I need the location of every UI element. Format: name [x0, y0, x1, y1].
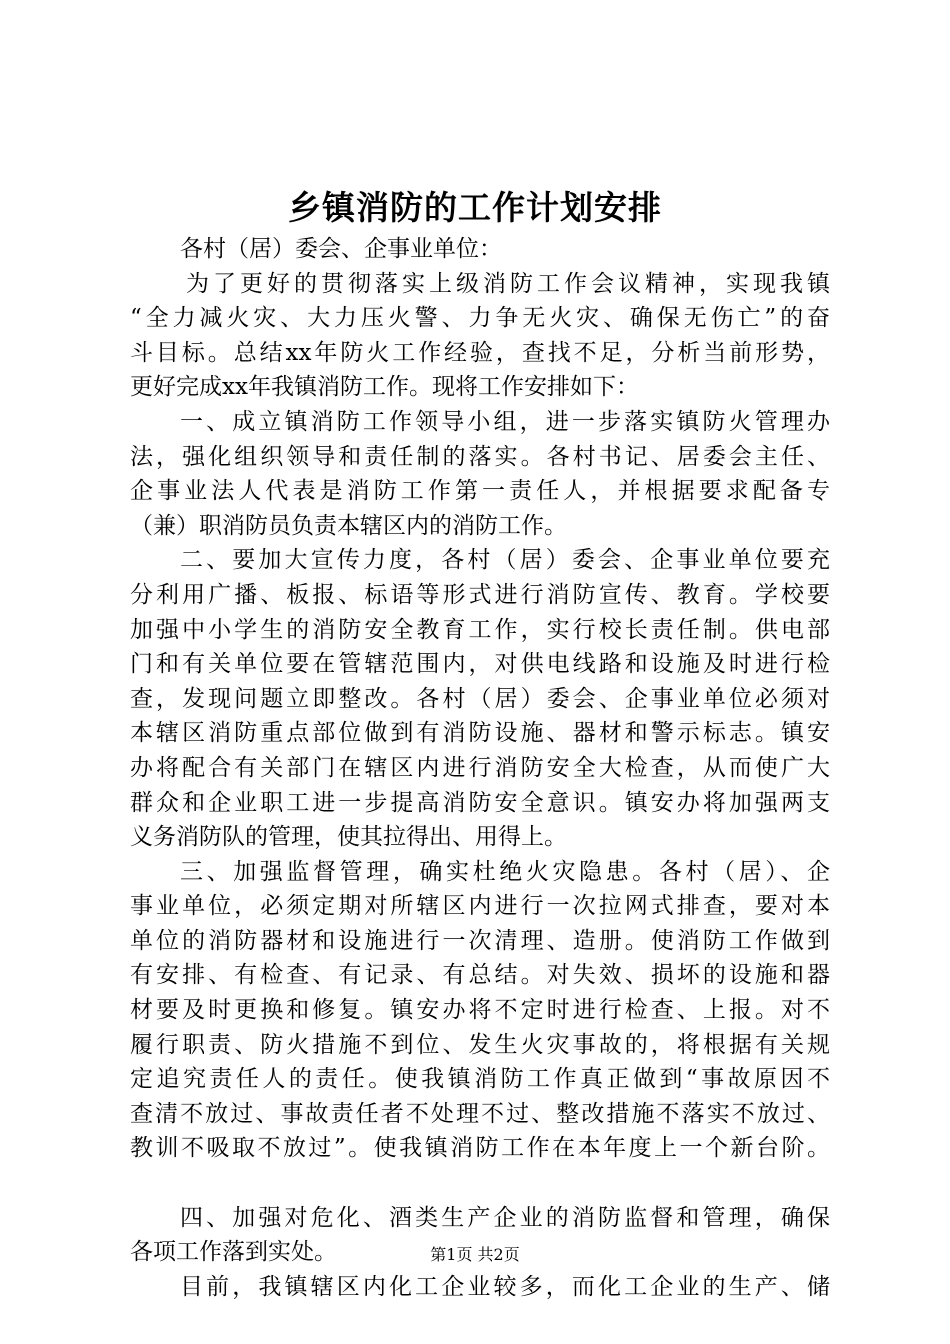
document-title: 乡镇消防的工作计划安排: [288, 188, 662, 227]
body-line: 为了更好的贯彻落实上级消防工作会议精神，实现我镇: [186, 270, 830, 297]
body-line: 目前，我镇辖区内化工企业较多，而化工企业的生产、储: [180, 1273, 830, 1300]
body-line: 斗目标。总结xx年防火工作经验，查找不足，分析当前形势，: [130, 339, 830, 366]
body-line: 本辖区消防重点部位做到有消防设施、器材和警示标志。镇安: [130, 720, 830, 747]
body-line: 有安排、有检查、有记录、有总结。对失效、损坏的设施和器: [130, 962, 830, 989]
blank-line: [130, 1166, 830, 1201]
body-line: 四、加强对危化、酒类生产企业的消防监督和管理，确保: [180, 1204, 830, 1231]
body-line: 履行职责、防火措施不到位、发生火灾事故的，将根据有关规: [130, 1031, 830, 1058]
body-line: “全力减火灾、大力压火警、力争无火灾、确保无伤亡”的奋: [130, 305, 830, 332]
body-line: 三、加强监督管理，确实杜绝火灾隐患。各村（居）、企: [180, 858, 830, 885]
body-line: （兼）职消防员负责本辖区内的消防工作。: [130, 512, 567, 539]
body-line: 查清不放过、事故责任者不处理不过、整改措施不落实不放过、: [130, 1100, 830, 1127]
body-line: 分利用广播、板报、标语等形式进行消防宣传、教育。学校要: [130, 581, 830, 608]
page-footer: 第1页 共2页: [430, 1245, 520, 1264]
body-line: 材要及时更换和修复。镇安办将不定时进行检查、上报。对不: [130, 997, 830, 1024]
body-line: 教训不吸取不放过”。使我镇消防工作在本年度上一个新台阶。: [130, 1135, 830, 1162]
body-line: 办将配合有关部门在辖区内进行消防安全大检查，从而使广大: [130, 754, 830, 781]
body-line: 事业单位，必须定期对所辖区内进行一次拉网式排查，要对本: [130, 893, 830, 920]
body-line: 查，发现问题立即整改。各村（居）委会、企事业单位必须对: [130, 685, 830, 712]
body-line: 加强中小学生的消防安全教育工作，实行校长责任制。供电部: [130, 616, 830, 643]
body-line: 门和有关单位要在管辖范围内，对供电线路和设施及时进行检: [130, 651, 830, 678]
document-body: [130, 232, 830, 1304]
body-line: 单位的消防器材和设施进行一次清理、造册。使消防工作做到: [130, 927, 830, 954]
body-line: 群众和企业职工进一步提高消防安全意识。镇安办将加强两支: [130, 789, 830, 816]
body-line: 法，强化组织领导和责任制的落实。各村书记、居委会主任、: [130, 443, 830, 470]
body-line: 定追究责任人的责任。使我镇消防工作真正做到“事故原因不: [130, 1066, 830, 1093]
body-line: 更好完成xx年我镇消防工作。现将工作安排如下：: [130, 374, 639, 401]
body-line: 各村（居）委会、企事业单位：: [180, 236, 502, 262]
body-line: 二、要加大宣传力度，各村（居）委会、企事业单位要充: [180, 547, 830, 574]
body-line: 一、成立镇消防工作领导小组，进一步落实镇防火管理办: [180, 408, 830, 435]
body-line: 义务消防队的管理，使其拉得出、用得上。: [130, 824, 567, 851]
body-line: 各项工作落到实处。: [130, 1239, 337, 1266]
body-line: 企事业法人代表是消防工作第一责任人，并根据要求配备专: [130, 478, 830, 505]
